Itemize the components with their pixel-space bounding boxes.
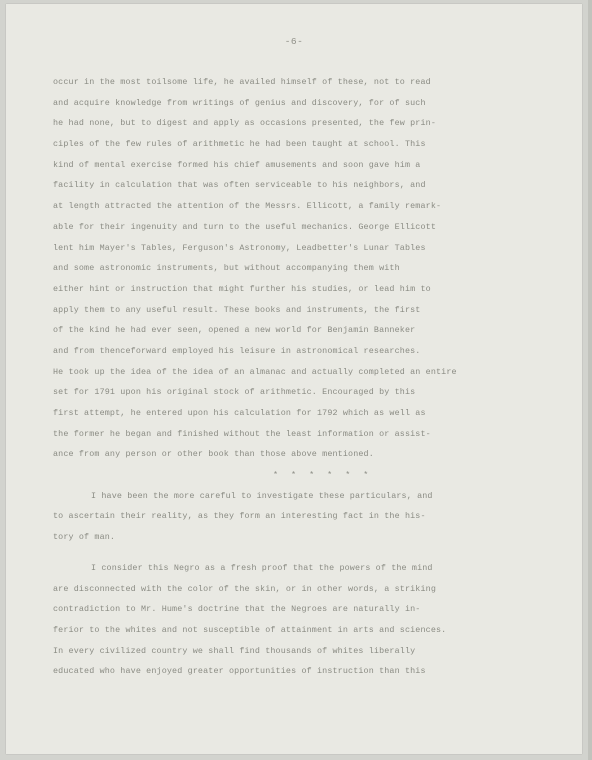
document-body (53, 72, 543, 682)
text-line: to ascertain their reality, as they form an interesting fact in the his- (53, 511, 426, 522)
text-line: educated who have enjoyed greater opportunities of instruction than this (53, 666, 426, 677)
paragraph-gap (53, 548, 543, 558)
document-page (6, 4, 582, 754)
text-line: and from thenceforward employed his leisure in astronomical researches. (53, 345, 421, 356)
text-line: apply them to any useful result. These books and instruments, the first (53, 304, 421, 315)
text-line: set for 1791 upon his original stock of arithmetic. Encouraged by this (53, 387, 416, 398)
text-line: are disconnected with the color of the skin, or in other words, a striking (53, 583, 437, 594)
text-line: of the kind he had ever seen, opened a new world for Benjamin Banneker (53, 325, 416, 336)
text-line: able for their ingenuity and turn to the useful mechanics. George Ellicott (53, 221, 437, 232)
text-line: I consider this Negro as a fresh proof that the powers of the mind (91, 562, 433, 573)
text-line: In every civilized country we shall find thousands of whites liberally (53, 645, 416, 656)
scanner-background-edge (588, 0, 592, 760)
text-line: contradiction to Mr. Hume's doctrine that the Negroes are naturally in- (53, 604, 421, 615)
text-line: lent him Mayer's Tables, Ferguson's Astronomy, Leadbetter's Lunar Tables (53, 242, 426, 253)
text-line: I have been the more careful to investigate these particulars, and (91, 490, 433, 501)
page-number: -6- (284, 36, 304, 47)
text-line: and acquire knowledge from writings of genius and discovery, for of such (53, 97, 426, 108)
text-line: the former he began and finished without the least information or assist- (53, 428, 431, 439)
text-line: first attempt, he entered upon his calculation for 1792 which as well as (53, 408, 426, 418)
text-line: ance from any person or other book than those above mentioned. (53, 449, 374, 460)
text-line: either hint or instruction that might further his studies, or lead him to (53, 283, 431, 294)
text-line: facility in calculation that was often serviceable to his neighbors, and (53, 180, 426, 191)
text-line: occur in the most toilsome life, he availed himself of these, not to read (53, 77, 431, 87)
text-line: He took up the idea of the idea of an almanac and actually completed an entire (53, 366, 457, 377)
text-line: at length attracted the attention of the Messrs. Ellicott, a family remark- (53, 201, 442, 212)
text-line: he had none, but to digest and apply as occasions presented, the few prin- (53, 118, 437, 129)
section-separator: * * * * * * (273, 470, 373, 481)
text-line: kind of mental exercise formed his chief amusements and soon gave him a (53, 159, 421, 170)
text-line: and some astronomic instruments, but without accompanying them with (53, 263, 400, 274)
text-line: ferior to the whites and not susceptible of attainment in arts and sciences. (53, 624, 447, 635)
text-line: ciples of the few rules of arithmetic he had been taught at school. This (53, 139, 426, 150)
text-line: tory of man. (53, 532, 116, 543)
